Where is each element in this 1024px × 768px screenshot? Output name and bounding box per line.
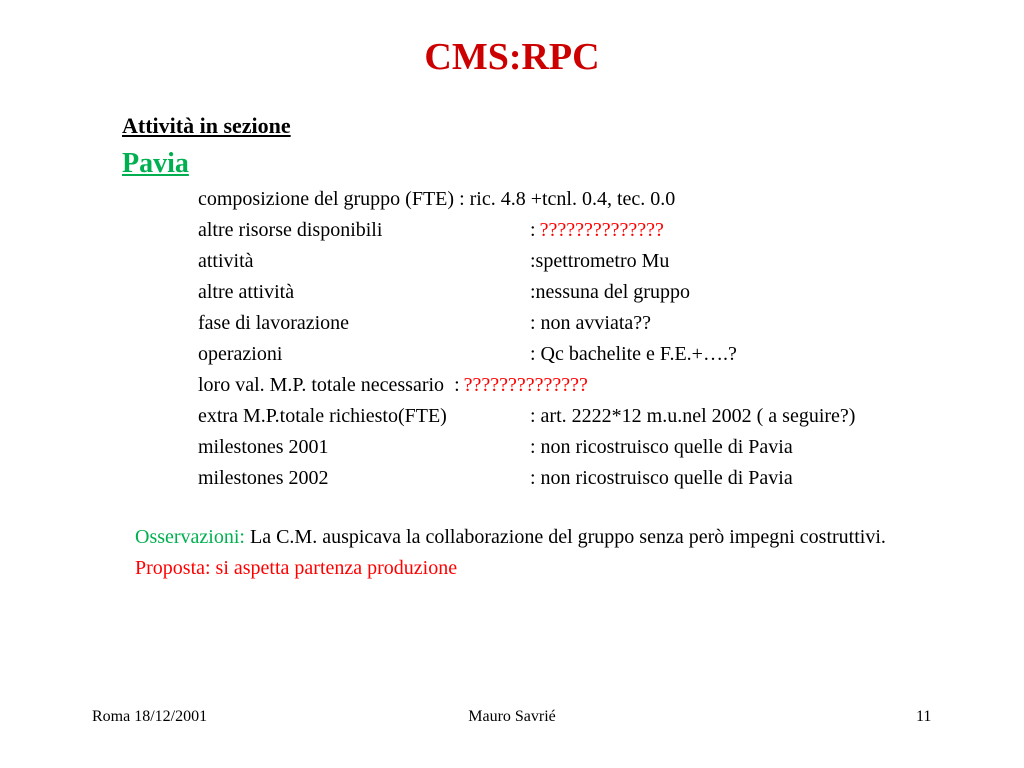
proposal-text: Proposta: si aspetta partenza produzione xyxy=(135,557,458,579)
detail-row-milestones-2001 xyxy=(198,432,988,463)
observations-label: Osservazioni: xyxy=(135,526,245,548)
detail-row-resources xyxy=(198,215,988,246)
composition-value: : ric. 4.8 +tcnl. 0.4, tec. 0.0 xyxy=(459,188,676,210)
detail-label: altre risorse disponibili xyxy=(198,219,383,241)
group-name: Pavia xyxy=(122,148,189,179)
detail-label: milestones 2002 xyxy=(198,467,329,489)
observations xyxy=(135,522,995,584)
detail-label: loro val. M.P. totale necessario xyxy=(198,374,445,396)
detail-value: :nessuna del gruppo xyxy=(530,281,690,303)
page-number: 11 xyxy=(916,708,932,725)
detail-label: attività xyxy=(198,250,254,272)
detail-list xyxy=(198,184,988,494)
detail-separator: : xyxy=(454,374,460,396)
detail-row-phase xyxy=(198,308,988,339)
detail-label: extra M.P.totale richiesto(FTE) xyxy=(198,405,447,427)
footer-date: Roma 18/12/2001 xyxy=(92,708,208,725)
observations-text: La C.M. auspicava la collaborazione del gruppo senza però impegni costruttivi. xyxy=(249,526,886,548)
section-heading: Attività in sezione xyxy=(122,113,291,138)
detail-value: : non ricostruisco quelle di Pavia xyxy=(530,467,793,489)
detail-value: : art. 2222*12 m.u.nel 2002 ( a seguire?) xyxy=(530,405,856,427)
detail-label: operazioni xyxy=(198,343,283,365)
composition-label: composizione del gruppo (FTE) xyxy=(198,188,455,210)
detail-row-milestones-2002 xyxy=(198,463,988,494)
detail-value: : Qc bachelite e F.E.+….? xyxy=(530,343,737,365)
detail-value: :spettrometro Mu xyxy=(530,250,670,272)
detail-value xyxy=(530,215,664,246)
detail-row-other-activities xyxy=(198,277,988,308)
detail-row-mp-needed xyxy=(198,370,988,401)
detail-row-composition xyxy=(198,184,988,215)
detail-value: : non avviata?? xyxy=(530,312,652,334)
footer-author: Mauro Savrié xyxy=(468,708,556,725)
detail-row-mp-requested xyxy=(198,401,988,432)
detail-label: fase di lavorazione xyxy=(198,312,350,334)
detail-separator: : xyxy=(530,219,536,241)
detail-value-text: ?????????????? xyxy=(539,219,664,241)
slide-title: CMS:RPC xyxy=(424,36,600,78)
observations-paragraph xyxy=(135,522,995,553)
detail-value: : non ricostruisco quelle di Pavia xyxy=(530,436,793,458)
detail-label: altre attività xyxy=(198,281,295,303)
detail-label: milestones 2001 xyxy=(198,436,329,458)
detail-value-text: ?????????????? xyxy=(463,374,588,396)
detail-row-activity xyxy=(198,246,988,277)
detail-row-operations xyxy=(198,339,988,370)
